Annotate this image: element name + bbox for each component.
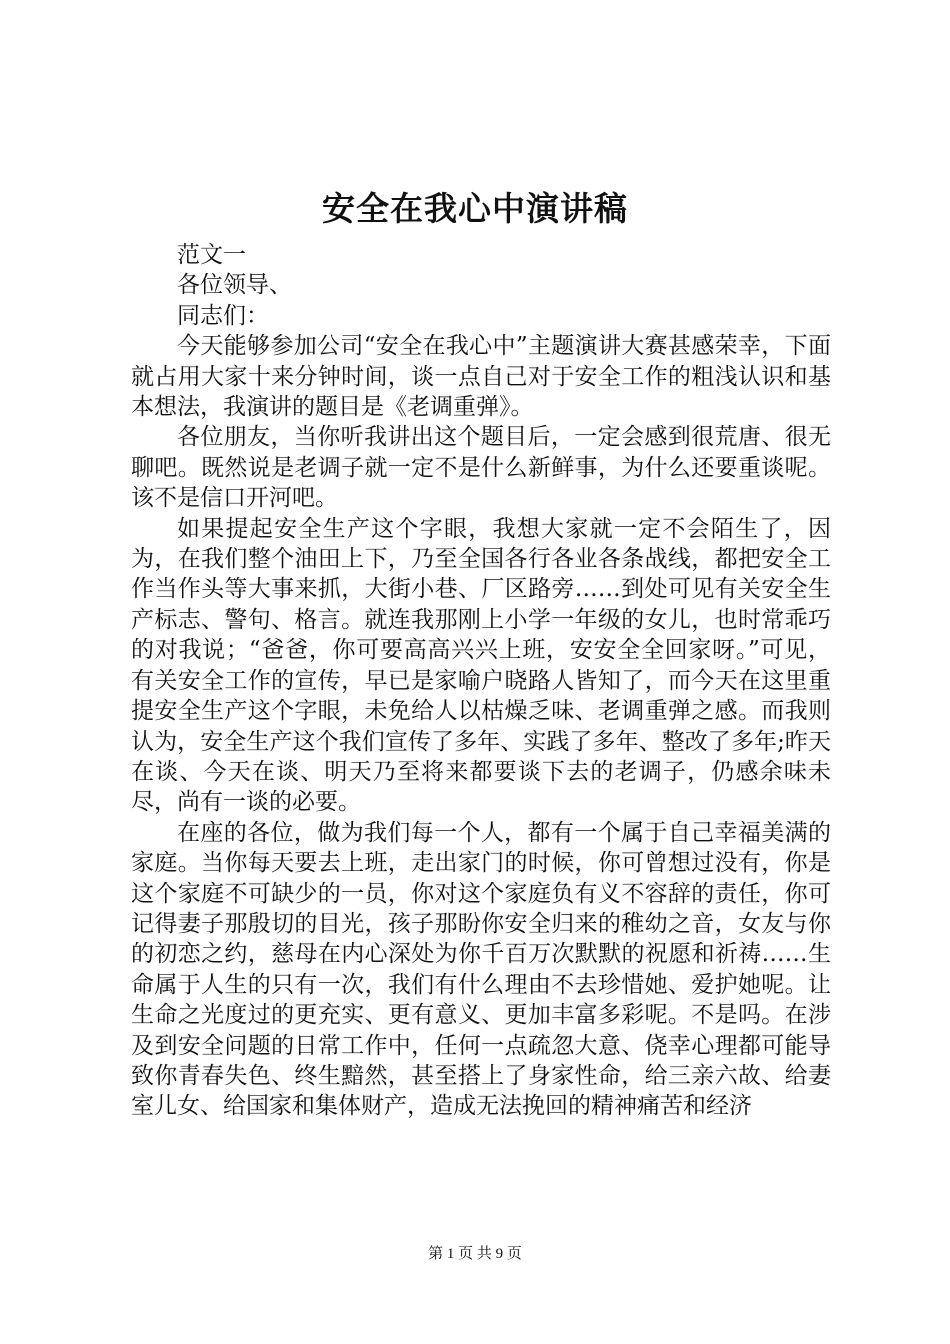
paragraph-3: 如果提起安全生产这个字眼，我想大家就一定不会陌生了，因为，在我们整个油田上下，乃至全国各行各业各条战线，都把安全工作当作头等大事来抓，大街小巷、厂区路旁……到处可见有关安全生产标志、警句、格言。就连我那刚上小学一年级的女儿，也时常乖巧的对我说；“爸爸，你可要高高兴兴上班，安安全全回家呀。”可见，有关安全工作的宣传，早已是家喻户晓路人皆知了，而今天在这里重提安全生产这个字眼，未免给人以枯燥乏味、老调重弹之感。而我则认为，安全生产这个我们宣传了多年、实践了多年、整改了多年;昨天在谈、今天在谈、明天乃至将来都要谈下去的老调子，仍感余味未尽，尚有一谈的必要。	[131, 515, 831, 816]
document-body	[131, 240, 831, 1122]
paragraph-2: 各位朋友，当你听我讲出这个题目后，一定会感到很荒唐、很无聊吧。既然说是老调子就一定不是什么新鲜事，为什么还要重谈呢。该不是信口开河吧。	[131, 424, 831, 512]
paragraph-salutation-leaders: 各位领导、	[177, 272, 292, 299]
page-footer: 第 1 页 共 9 页	[428, 1246, 522, 1262]
paragraph-salutation-comrades: 同志们：	[177, 302, 269, 329]
document-title: 安全在我心中演讲稿	[322, 189, 628, 228]
paragraph-1: 今天能够参加公司“安全在我心中”主题演讲大赛甚感荣幸，下面就占用大家十来分钟时间，谈一点自己对于安全工作的粗浅认识和基本想法，我演讲的题目是《老调重弹》。	[131, 333, 831, 421]
paragraph-heading-sample: 范文一	[177, 242, 246, 268]
paragraph-4: 在座的各位，做为我们每一个人，都有一个属于自己幸福美满的家庭。当你每天要去上班，走出家门的时候，你可曾想过没有，你是这个家庭不可缺少的一员，你对这个家庭负有义不容辞的责任，你可记得妻子那殷切的目光，孩子那盼你安全归来的稚幼之音，女友与你的初恋之约，慈母在内心深处为你千百万次默默的祝愿和祈祷……生命属于人生的只有一次，我们有什么理由不去珍惜她、爱护她呢。让生命之光度过的更充实、更有意义、更加丰富多彩呢。不是吗。在涉及到安全问题的日常工作中，任何一点疏忽大意、侥幸心理都可能导致你青春失色、终生黯然，甚至搭上了身家性命，给三亲六故、给妻室儿女、给国家和集体财产，造成无法挽回的精神痛苦和经济	[131, 819, 831, 1120]
